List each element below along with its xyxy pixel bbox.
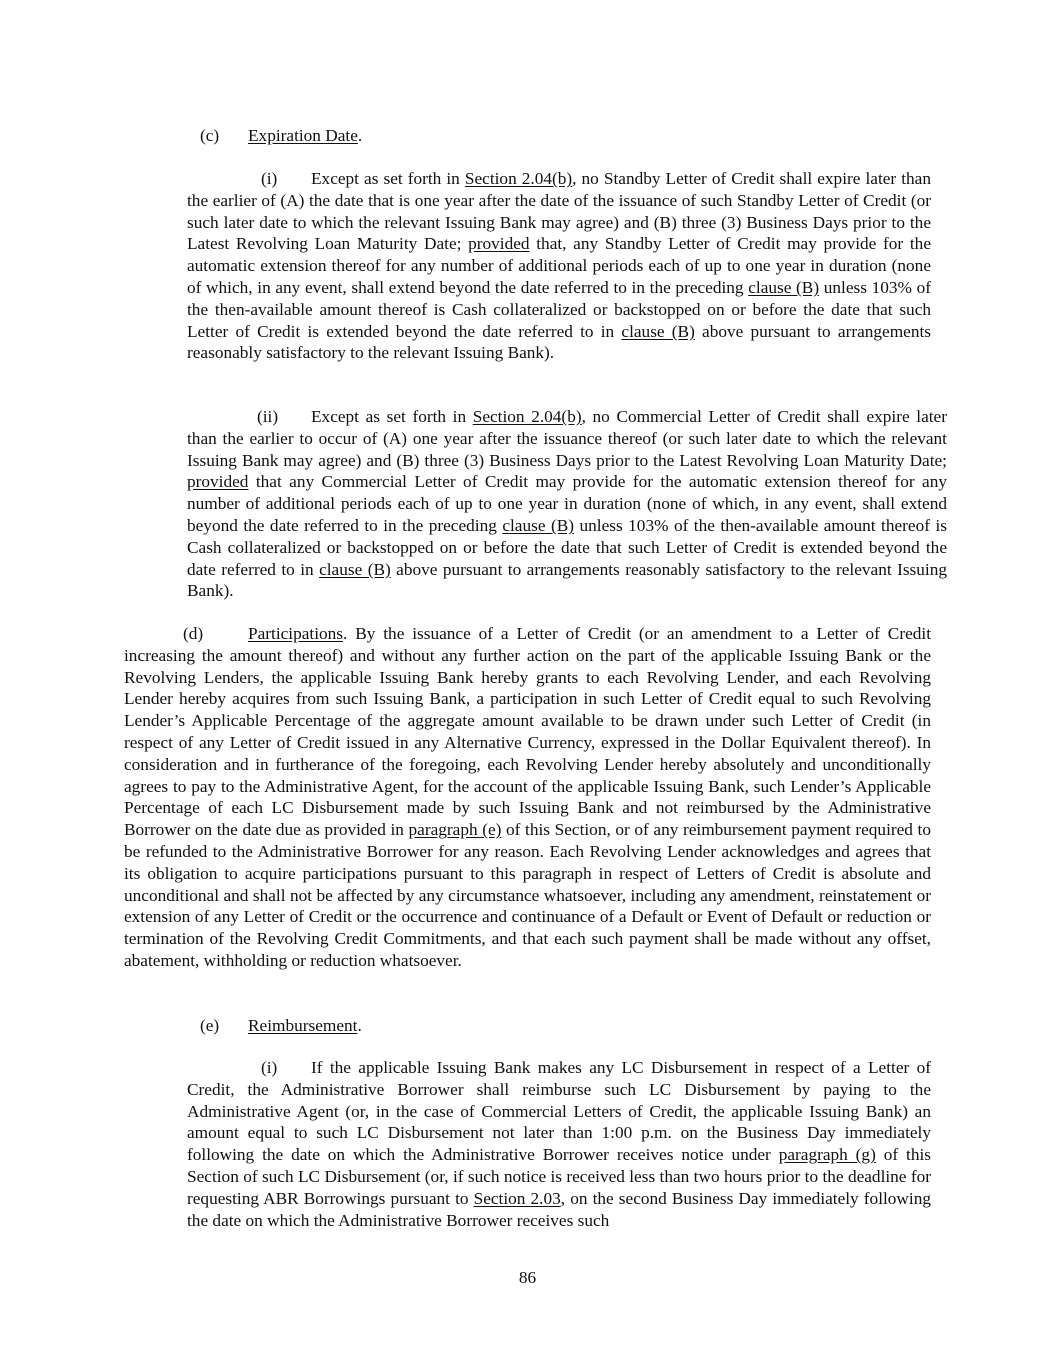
section-c-ii-label: (ii): [257, 407, 279, 426]
clause-ref: clause (B): [621, 321, 695, 341]
paragraph-ref: paragraph (g): [778, 1145, 876, 1165]
provided-term: provided: [187, 472, 249, 492]
clause-ref: clause (B): [319, 559, 391, 579]
section-ref: Section 2.04(b): [472, 407, 582, 426]
section-c-i-label: (i): [261, 169, 278, 188]
clause-ref: clause (B): [748, 277, 820, 297]
section-c-heading: (c) Expiration Date.: [200, 126, 363, 145]
section-c-i-paragraph: (i) Except as set forth in Section 2.04(b), no Standby Letter of Credit shall expire later than the earlier of (A) the date that is one year after the date of the issuance of such Standby Letter of Credit (or such later date to which the relevant Issuing Bank may agree) and (B) three (3) Business Days prior to the Latest Revolving Loan Maturity Date; provided that, any Standby Letter of Credit may provide for the automatic extension thereof for any number of additional periods each of up to one year in duration (none of which, in any event, shall extend beyond the date referred to in the preceding clause (B) unless 103% of the then-available amount thereof is Cash collateralized or backstopped on or before the date that such Letter of Credit is extended beyond the date referred to in clause (B) above pursuant to arrangements reasonably satisfactory to the relevant Issuing Bank).: [187, 169, 931, 363]
section-d-title: Participations: [248, 624, 344, 643]
section-e-i-label: (i): [261, 1058, 278, 1077]
section-c-title: Expiration Date: [248, 126, 358, 145]
clause-ref: clause (B): [502, 515, 575, 535]
section-e-i-paragraph: (i) If the applicable Issuing Bank makes any LC Disbursement in respect of a Letter of Credit, the Administrative Borrower shall reimburse such LC Disbursement by paying to the Administrative Agent (or, in the case of Commercial Letters of Credit, the applicable Issuing Bank) an amount equal to such LC Disbursement not later than 1:00 p.m. on the Business Day immediately following the date on which the Administrative Borrower receives notice under paragraph (g) of this Section of such LC Disbursement (or, if such notice is received less than two hours prior to the deadline for requesting ABR Borrowings pursuant to Section 2.03, on the second Business Day immediately following the date on which the Administrative Borrower receives such: [187, 1058, 932, 1230]
section-d-label: (d): [183, 624, 204, 643]
paragraph-ref: paragraph (e): [408, 820, 502, 840]
provided-term: provided: [468, 234, 530, 254]
section-d-paragraph: (d) Participations. By the issuance of a Letter of Credit (or an amendment to a Letter of Credit increasing the amount thereof) and without any further action on the part of the applicable Issuing Bank or the Revolving Lenders, the applicable Issuing Bank hereby grants to each Revolving Lender, and each Revolving Lender hereby acquires from such Issuing Bank, a participation in such Letter of Credit equal to such Revolving Lender’s Applicable Percentage of the aggregate amount available to be drawn under such Letter of Credit (in respect of any Letter of Credit issued in any Alternative Currency, expressed in the Dollar Equivalent thereof). In consideration and in furtherance of the foregoing, each Revolving Lender hereby absolutely and unconditionally agrees to pay to the Administrative Agent, for the account of the applicable Issuing Bank, such Lender’s Applicable Percentage of each LC Disbursement made by such Issuing Bank and not reimbursed by the Administrative Borrower on the date due as provided in paragraph (e) of this Section, or of any reimbursement payment required to be refunded to the Administrative Borrower for any reason. Each Revolving Lender acknowledges and agrees that its obligation to acquire participations pursuant to this paragraph in respect of Letters of Credit is absolute and unconditional and shall not be affected by any circumstance whatsoever, including any amendment, reinstatement or extension of any Letter of Credit or the occurrence and continuance of a Default or Event of Default or reduction or termination of the Revolving Credit Commitments, and that each such payment shall be made without any offset, abatement, withholding or reduction whatsoever.: [124, 624, 931, 970]
section-e-heading: (e) Reimbursement.: [200, 1016, 362, 1035]
section-ref: Section 2.04(b): [464, 169, 573, 188]
section-c-label: (c): [200, 126, 220, 145]
section-c-ii-paragraph: (ii) Except as set forth in Section 2.04(b), no Commercial Letter of Credit shall expire later than the earlier to occur of (A) one year after the issuance thereof (or such later date to which the relevant Issuing Bank may agree) and (B) three (3) Business Days prior to the Latest Revolving Loan Maturity Date; provided that any Commercial Letter of Credit may provide for the automatic extension thereof for any number of additional periods each of up to one year in duration (none of which, in any event, shall extend beyond the date referred to in the preceding clause (B) unless 103% of the then-available amount thereof is Cash collateralized or backstopped on or before the date that such Letter of Credit is extended beyond the date referred to in clause (B) above pursuant to arrangements reasonably satisfactory to the relevant Issuing Bank).: [187, 407, 947, 601]
section-ref: Section 2.03: [473, 1188, 561, 1208]
section-e-title: Reimbursement: [248, 1016, 358, 1035]
section-e-label: (e): [200, 1016, 220, 1035]
page-number: 86: [518, 1268, 537, 1287]
